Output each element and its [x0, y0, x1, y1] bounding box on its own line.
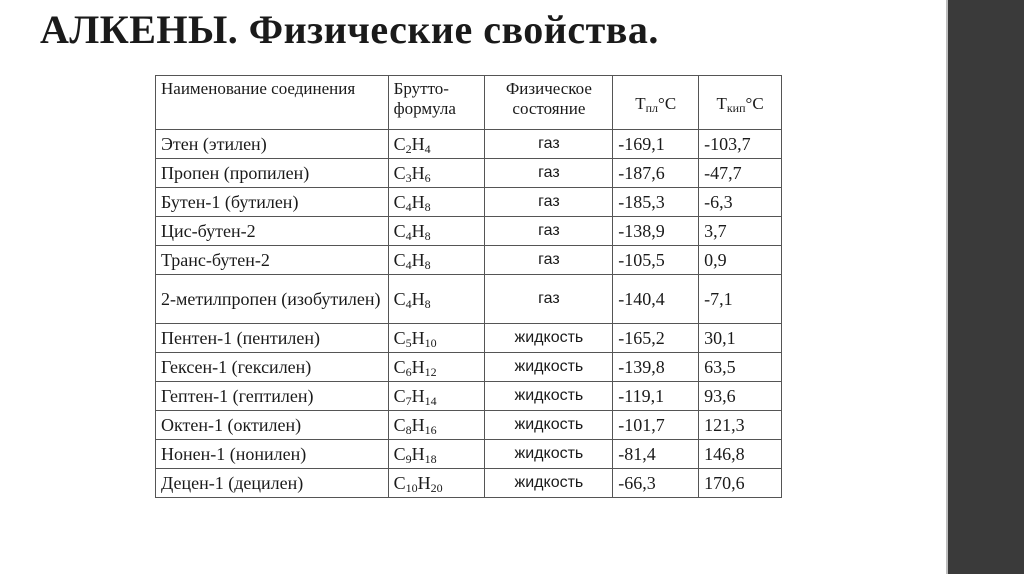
gross-formula: $C_5H_{10}$ — [388, 324, 485, 353]
table-row — [156, 130, 782, 159]
compound-name: Цис-бутен-2 — [156, 217, 389, 246]
boiling-point: 0,9 — [699, 246, 782, 275]
formula-h-count: 10 — [424, 336, 437, 350]
physical-state: газ — [485, 188, 613, 217]
formula-c-count: 4 — [405, 297, 412, 311]
alkenes-properties-table — [155, 75, 782, 498]
table-row — [156, 324, 782, 353]
compound-name: Гептен-1 (гептилен) — [156, 382, 389, 411]
gross-formula: $C_3H_6$ — [388, 159, 485, 188]
compound-name: Гексен-1 (гексилен) — [156, 353, 389, 382]
table-row — [156, 440, 782, 469]
formula-c-count: 4 — [405, 229, 412, 243]
boiling-point: 93,6 — [699, 382, 782, 411]
header-name: Наименование соединения — [156, 76, 389, 130]
header-tb-sub: кип — [726, 101, 746, 115]
gross-formula: $C_9H_{18}$ — [388, 440, 485, 469]
compound-name: Пентен-1 (пентилен) — [156, 324, 389, 353]
gross-formula: $C_2H_4$ — [388, 130, 485, 159]
boiling-point: 63,5 — [699, 353, 782, 382]
gross-formula: $C_4H_8$ — [388, 217, 485, 246]
table-row — [156, 353, 782, 382]
physical-state: жидкость — [485, 411, 613, 440]
physical-state: газ — [485, 130, 613, 159]
compound-name: Нонен-1 (нонилен) — [156, 440, 389, 469]
table-row — [156, 411, 782, 440]
formula-c-count: 4 — [405, 258, 412, 272]
melting-point: -165,2 — [613, 324, 699, 353]
gross-formula: $C_{10}H_{20}$ — [388, 469, 485, 498]
formula-h-count: 6 — [424, 171, 431, 185]
table-header-row — [156, 76, 782, 130]
melting-point: -105,5 — [613, 246, 699, 275]
table-row — [156, 217, 782, 246]
header-tm-unit: °C — [658, 94, 677, 113]
melting-point: -169,1 — [613, 130, 699, 159]
table-row — [156, 246, 782, 275]
melting-point: -185,3 — [613, 188, 699, 217]
melting-point: -138,9 — [613, 217, 699, 246]
header-state: Физическое состояние — [485, 76, 613, 130]
table-row — [156, 188, 782, 217]
physical-state: жидкость — [485, 353, 613, 382]
gross-formula: $C_4H_8$ — [388, 188, 485, 217]
gross-formula: $C_6H_{12}$ — [388, 353, 485, 382]
formula-h-count: 18 — [424, 452, 437, 466]
gross-formula: $C_4H_8$ — [388, 275, 485, 324]
formula-h-count: 20 — [430, 481, 443, 495]
boiling-point: -103,7 — [699, 130, 782, 159]
gross-formula: $C_7H_{14}$ — [388, 382, 485, 411]
gross-formula: $C_8H_{16}$ — [388, 411, 485, 440]
boiling-point: 146,8 — [699, 440, 782, 469]
melting-point: -119,1 — [613, 382, 699, 411]
formula-h-count: 8 — [424, 297, 431, 311]
formula-c-count: 7 — [405, 394, 412, 408]
physical-state: жидкость — [485, 324, 613, 353]
melting-point: -81,4 — [613, 440, 699, 469]
physical-state: жидкость — [485, 469, 613, 498]
melting-point: -66,3 — [613, 469, 699, 498]
side-bar — [948, 0, 1024, 574]
formula-c-count: 5 — [405, 336, 412, 350]
formula-c-count: 4 — [405, 200, 412, 214]
compound-name: Этен (этилен) — [156, 130, 389, 159]
formula-c-count: 3 — [405, 171, 412, 185]
table-row — [156, 469, 782, 498]
boiling-point: -7,1 — [699, 275, 782, 324]
boiling-point: 30,1 — [699, 324, 782, 353]
formula-c-count: 6 — [405, 365, 412, 379]
boiling-point: -6,3 — [699, 188, 782, 217]
header-tb-base: T — [716, 94, 727, 113]
boiling-point: 170,6 — [699, 469, 782, 498]
table-row — [156, 159, 782, 188]
physical-state: газ — [485, 275, 613, 324]
physical-state: жидкость — [485, 382, 613, 411]
header-tb-unit: °C — [745, 94, 764, 113]
table-row — [156, 382, 782, 411]
boiling-point: 3,7 — [699, 217, 782, 246]
formula-h-count: 16 — [424, 423, 437, 437]
formula-h-count: 12 — [424, 365, 437, 379]
physical-state: газ — [485, 159, 613, 188]
boiling-point: 121,3 — [699, 411, 782, 440]
formula-h-count: 8 — [424, 229, 431, 243]
physical-state: жидкость — [485, 440, 613, 469]
slide-title: АЛКЕНЫ. Физические свойства. — [40, 7, 659, 52]
formula-c-count: 9 — [405, 452, 412, 466]
header-boiling-point — [699, 76, 782, 130]
melting-point: -101,7 — [613, 411, 699, 440]
formula-c-count: 8 — [405, 423, 412, 437]
formula-h-count: 14 — [424, 394, 437, 408]
formula-h-count: 4 — [424, 142, 431, 156]
compound-name: Октен-1 (октилен) — [156, 411, 389, 440]
formula-c-count: 10 — [405, 481, 418, 495]
formula-h-count: 8 — [424, 200, 431, 214]
boiling-point: -47,7 — [699, 159, 782, 188]
header-formula: Брутто-формула — [388, 76, 485, 130]
table-row — [156, 275, 782, 324]
physical-state: газ — [485, 246, 613, 275]
melting-point: -140,4 — [613, 275, 699, 324]
compound-name: 2-метилпропен (изобутилен) — [156, 275, 389, 324]
formula-c-count: 2 — [405, 142, 412, 156]
formula-h-count: 8 — [424, 258, 431, 272]
header-tm-base: T — [635, 94, 646, 113]
compound-name: Децен-1 (децилен) — [156, 469, 389, 498]
header-tm-sub: пл — [645, 101, 659, 115]
compound-name: Пропен (пропилен) — [156, 159, 389, 188]
melting-point: -187,6 — [613, 159, 699, 188]
physical-state: газ — [485, 217, 613, 246]
gross-formula: $C_4H_8$ — [388, 246, 485, 275]
melting-point: -139,8 — [613, 353, 699, 382]
compound-name: Транс-бутен-2 — [156, 246, 389, 275]
compound-name: Бутен-1 (бутилен) — [156, 188, 389, 217]
header-melting-point — [613, 76, 699, 130]
